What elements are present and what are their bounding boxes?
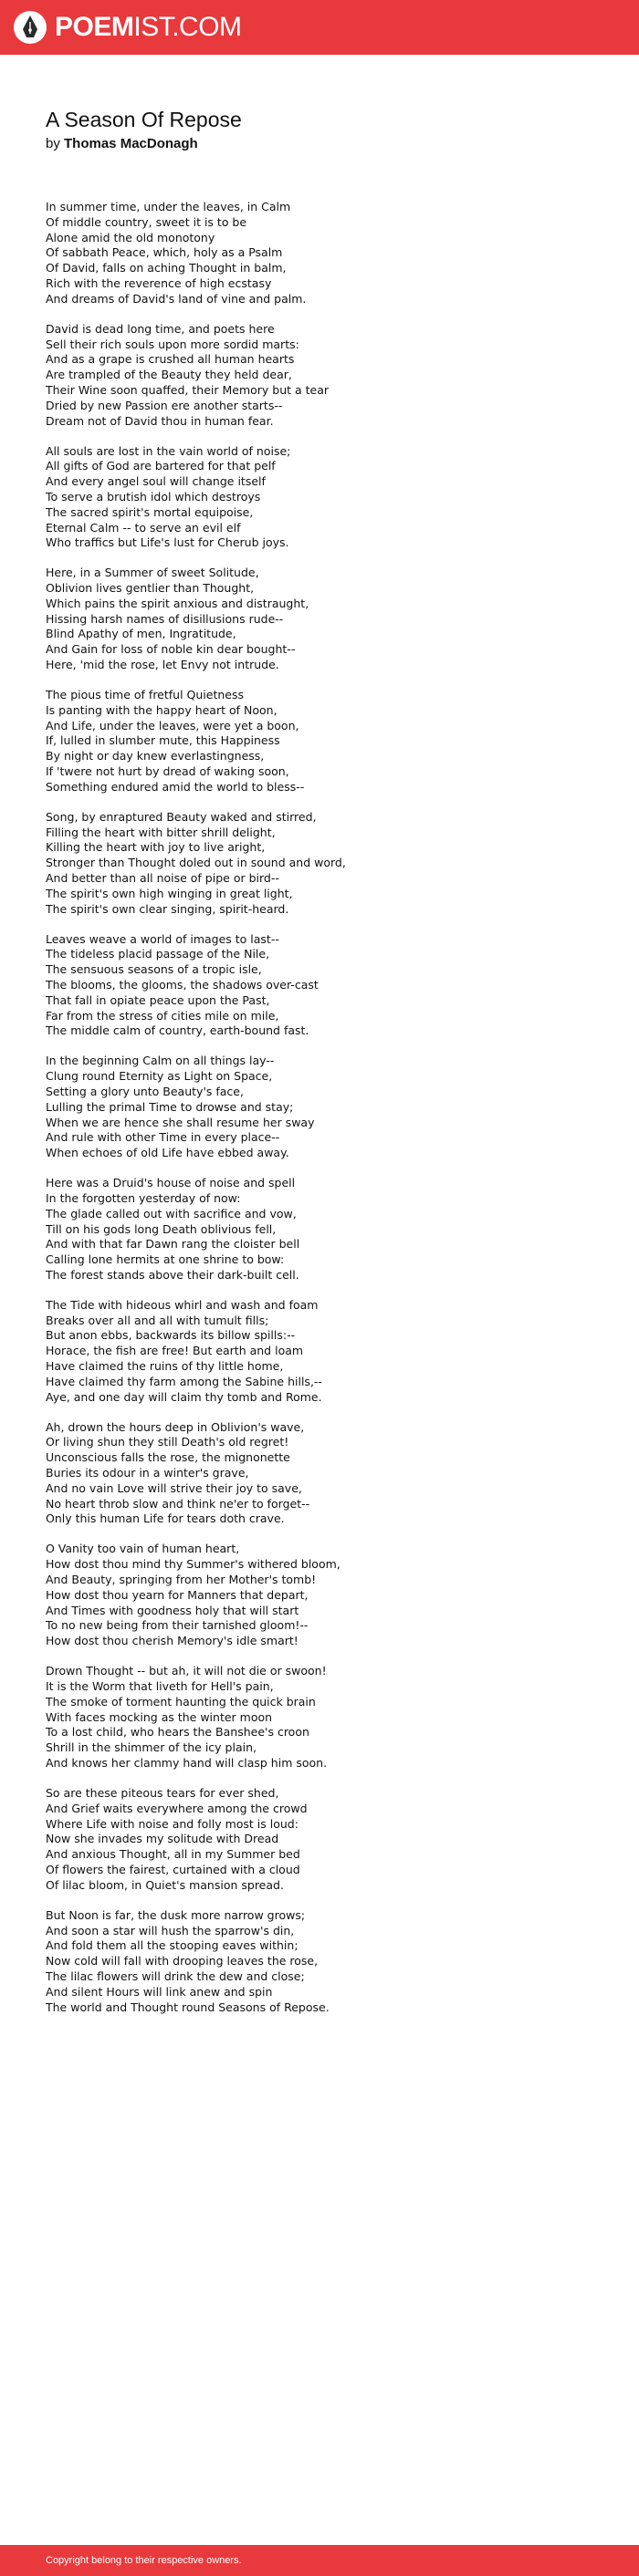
- poem-line: To a lost child, who hears the Banshee's croon: [46, 1725, 309, 1740]
- poem-line: Breaks over all and all with tumult fills;: [46, 1313, 269, 1327]
- poem-line: Dream not of David thou in human fear.: [46, 413, 274, 428]
- poem-line: The spirit's own high winging in great light,: [46, 886, 293, 900]
- poem-line: Hissing harsh names of disillusions rude--: [46, 611, 284, 626]
- poem-line: When echoes of old Life have ebbed away.: [46, 1146, 289, 1160]
- poem-stanza: [46, 1664, 593, 1771]
- poem-line: By night or day knew everlastingness,: [46, 749, 265, 763]
- poem-line: And as a grape is crushed all human hearts: [46, 352, 295, 367]
- poem-line: The sacred spirit's mortal equipoise,: [46, 504, 254, 519]
- poem-stanza: [46, 1298, 593, 1406]
- poem-stanza: [46, 932, 593, 1040]
- poem-line: The glade called out with sacrifice and vow,: [46, 1206, 297, 1220]
- poem-line: The middle calm of country, earth-bound fast.: [46, 1023, 309, 1038]
- poem-line: And silent Hours will link anew and spin: [46, 1984, 273, 1999]
- poem-line: To serve a brutish idol which destroys: [46, 489, 261, 504]
- poem-line: Drown Thought -- but ah, it will not die or swoon!: [46, 1664, 327, 1678]
- poem-line: Leaves weave a world of images to last--: [46, 931, 279, 946]
- poem-line: The pious time of fretful Quietness: [46, 688, 245, 702]
- poem-line: Aye, and one day will claim thy tomb and Rome.: [46, 1389, 322, 1404]
- poem-line: And knows her clammy hand will clasp him soon.: [46, 1755, 328, 1770]
- poem-line: And fold them all the stooping eaves within;: [46, 1938, 299, 1953]
- poem-line: Oblivion lives gentlier than Thought,: [46, 581, 255, 596]
- poem-line: Here, 'mid the rose, let Envy not intrude.: [46, 658, 279, 672]
- poem-line: And with that far Dawn rang the cloister bell: [46, 1237, 300, 1252]
- poem-line: Only this human Life for tears doth crave.: [46, 1511, 285, 1526]
- poem-line: Buries its odour in a winter's grave,: [46, 1466, 249, 1480]
- poem-line: Alone amid the old monotony: [46, 230, 215, 244]
- poem-line: Which pains the spirit anxious and distraught,: [46, 596, 309, 610]
- poem-line: Now cold will fall with drooping leaves the rose,: [46, 1954, 319, 1968]
- poem-stanza: [46, 1054, 593, 1161]
- poem-line: And Gain for loss of noble kin dear bought--: [46, 642, 296, 657]
- poem-line: Of lilac bloom, in Quiet's mansion spread.: [46, 1877, 284, 1892]
- poem-line: Here was a Druid's house of noise and spell: [46, 1176, 296, 1190]
- poem-line: And anxious Thought, all in my Summer bed: [46, 1847, 300, 1862]
- poem-stanza: [46, 1542, 593, 1649]
- poem-line: Have claimed thy farm among the Sabine hills,--: [46, 1374, 322, 1388]
- poem-line: In summer time, under the leaves, in Calm: [46, 200, 291, 213]
- poem-line: Here, in a Summer of sweet Solitude,: [46, 566, 259, 580]
- poem-line: Dried by new Passion ere another starts--: [46, 398, 283, 412]
- poem-line: Of middle country, sweet it is to be: [46, 214, 247, 229]
- poem-line: The forest stands above their dark-built cell.: [46, 1267, 299, 1282]
- poem-line: The spirit's own clear singing, spirit-heard.: [46, 901, 289, 916]
- poem-line: Where Life with noise and folly most is loud:: [46, 1816, 299, 1831]
- poem-stanza: [46, 1786, 593, 1894]
- poem-stanza: [46, 1176, 593, 1283]
- poem-line: Shrill in the shimmer of the icy plain,: [46, 1740, 257, 1755]
- poem-line: Horace, the fish are free! But earth and loam: [46, 1344, 304, 1358]
- poem-line: No heart throb slow and think ne'er to forget--: [46, 1496, 310, 1511]
- poem-line: And Times with goodness holy that will start: [46, 1603, 299, 1617]
- poem-line: How dost thou mind thy Summer's withered bloom,: [46, 1557, 340, 1572]
- poem-author[interactable]: Thomas MacDonagh: [64, 136, 198, 151]
- poem-line: So are these piteous tears for ever shed,: [46, 1785, 279, 1800]
- logo-bold-text: POEM: [55, 12, 134, 42]
- poem-line: David is dead long time, and poets here: [46, 321, 275, 336]
- poem-line: Something endured amid the world to bless--: [46, 779, 305, 794]
- poem-line: Blind Apathy of men, Ingratitude,: [46, 627, 236, 641]
- poem-line: Of David, falls on aching Thought in balm,: [46, 261, 287, 275]
- poem-line: Is panting with the happy heart of Noon,: [46, 702, 278, 717]
- poem-line: The Tide with hideous whirl and wash and foam: [46, 1297, 319, 1312]
- poem-line: But anon ebbs, backwards its billow spills:--: [46, 1328, 296, 1343]
- poem-line: Far from the stress of cities mile on mile,: [46, 1008, 279, 1023]
- poem-line: Killing the heart with joy to live aright,: [46, 840, 266, 855]
- quill-nib-icon[interactable]: [13, 10, 47, 45]
- poem-line: All gifts of God are bartered for that pelf: [46, 459, 276, 473]
- poem-line: Who traffics but Life's lust for Cherub joys.: [46, 535, 289, 550]
- poem-line: The lilac flowers will drink the dew and close;: [46, 1968, 305, 1983]
- poem-line: And Grief waits everywhere among the crowd: [46, 1801, 308, 1815]
- poem-line: Have claimed the ruins of thy little home,: [46, 1359, 284, 1374]
- poem-line: But Noon is far, the dusk more narrow grows;: [46, 1907, 306, 1922]
- poem-line: Eternal Calm -- to serve an evil elf: [46, 520, 241, 535]
- poem-line: In the forgotten yesterday of now:: [46, 1190, 241, 1205]
- poem-line: It is the Worm that liveth for Hell's pain,: [46, 1678, 274, 1693]
- by-label: by: [46, 136, 60, 151]
- poem-stanza: [46, 1908, 593, 2016]
- site-logo[interactable]: [55, 12, 242, 43]
- poem-stanza: [46, 1420, 593, 1528]
- poem-line: Of flowers the fairest, curtained with a cloud: [46, 1862, 300, 1876]
- poem-line: That fall in opiate peace upon the Past,: [46, 992, 270, 1007]
- poem-line: All souls are lost in the vain world of noise;: [46, 443, 291, 458]
- poem-byline: [46, 135, 198, 153]
- poem-line: To no new being from their tarnished gloom!--: [46, 1618, 309, 1633]
- poem-line: When we are hence she shall resume her sway: [46, 1115, 315, 1129]
- poem-line: If 'twere not hurt by dread of waking soon,: [46, 764, 289, 779]
- poem-line: Clung round Eternity as Light on Space,: [46, 1069, 273, 1084]
- poem-line: Now she invades my solitude with Dread: [46, 1832, 279, 1846]
- poem-line: And Life, under the leaves, were yet a boon,: [46, 718, 299, 732]
- poem-line: If, lulled in slumber mute, this Happiness: [46, 733, 280, 748]
- poem-line: With faces mocking as the winter moon: [46, 1709, 273, 1724]
- poem-line: Are trampled of the Beauty they held dear,: [46, 368, 292, 382]
- poem-line: The world and Thought round Seasons of Repose.: [46, 2000, 330, 2014]
- poem-stanza: [46, 200, 593, 307]
- poem-body: [46, 200, 593, 2030]
- poem-stanza: [46, 322, 593, 430]
- poem-line: How dost thou cherish Memory's idle smart!: [46, 1634, 299, 1648]
- poem-line: The sensuous seasons of a tropic isle,: [46, 962, 262, 977]
- poem-line: Unconscious falls the rose, the mignonette: [46, 1450, 290, 1465]
- poem-line: Ah, drown the hours deep in Oblivion's wave,: [46, 1419, 305, 1434]
- poem-stanza: [46, 688, 593, 795]
- poem-line: The blooms, the glooms, the shadows over-cast: [46, 977, 319, 992]
- poem-line: And dreams of David's land of vine and palm.: [46, 291, 307, 306]
- logo-light-text: IST.COM: [133, 12, 242, 42]
- poem-line: And soon a star will hush the sparrow's din,: [46, 1923, 295, 1937]
- poem-line: Filling the heart with bitter shrill delight,: [46, 825, 276, 839]
- copyright-notice: Copyright belong to their respective owners.: [46, 2555, 242, 2566]
- poem-line: And rule with other Time in every place--: [46, 1130, 280, 1145]
- poem-title: A Season Of Repose: [46, 108, 242, 131]
- poem-line: Calling lone hermits at one shrine to bow:: [46, 1252, 285, 1267]
- poem-line: Rich with the reverence of high ecstasy: [46, 275, 272, 290]
- poem-line: Sell their rich souls upon more sordid marts:: [46, 337, 299, 351]
- poem-line: And no vain Love will strive their joy to save,: [46, 1480, 302, 1495]
- site-footer: [0, 2545, 639, 2576]
- poem-line: Their Wine soon quaffed, their Memory but a tear: [46, 382, 330, 397]
- poem-line: And every angel soul will change itself: [46, 474, 266, 489]
- poem-line: Setting a glory unto Beauty's face,: [46, 1084, 244, 1098]
- poem-line: Or living shun they still Death's old regret!: [46, 1435, 289, 1449]
- poem-line: Of sabbath Peace, which, holy as a Psalm: [46, 245, 283, 260]
- poem-line: Till on his gods long Death oblivious fell,: [46, 1221, 277, 1236]
- poem-line: And Beauty, springing from her Mother's tomb!: [46, 1573, 317, 1587]
- poem-line: The smoke of torment haunting the quick brain: [46, 1694, 316, 1709]
- poem-stanza: [46, 566, 593, 673]
- poem-line: How dost thou yearn for Manners that depart,: [46, 1587, 309, 1602]
- poem-line: And better than all noise of pipe or bird--: [46, 871, 279, 886]
- poem-stanza: [46, 444, 593, 552]
- poem-line: The tideless placid passage of the Nile,: [46, 947, 270, 961]
- poem-line: In the beginning Calm on all things lay--: [46, 1054, 275, 1068]
- poem-line: O Vanity too vain of human heart,: [46, 1542, 240, 1556]
- site-header: [0, 0, 639, 55]
- poem-line: Stronger than Thought doled out in sound and word,: [46, 856, 346, 870]
- poem-line: Song, by enraptured Beauty waked and stirred,: [46, 809, 317, 824]
- poem-stanza: [46, 810, 593, 918]
- poem-line: Lulling the primal Time to drowse and stay;: [46, 1099, 294, 1114]
